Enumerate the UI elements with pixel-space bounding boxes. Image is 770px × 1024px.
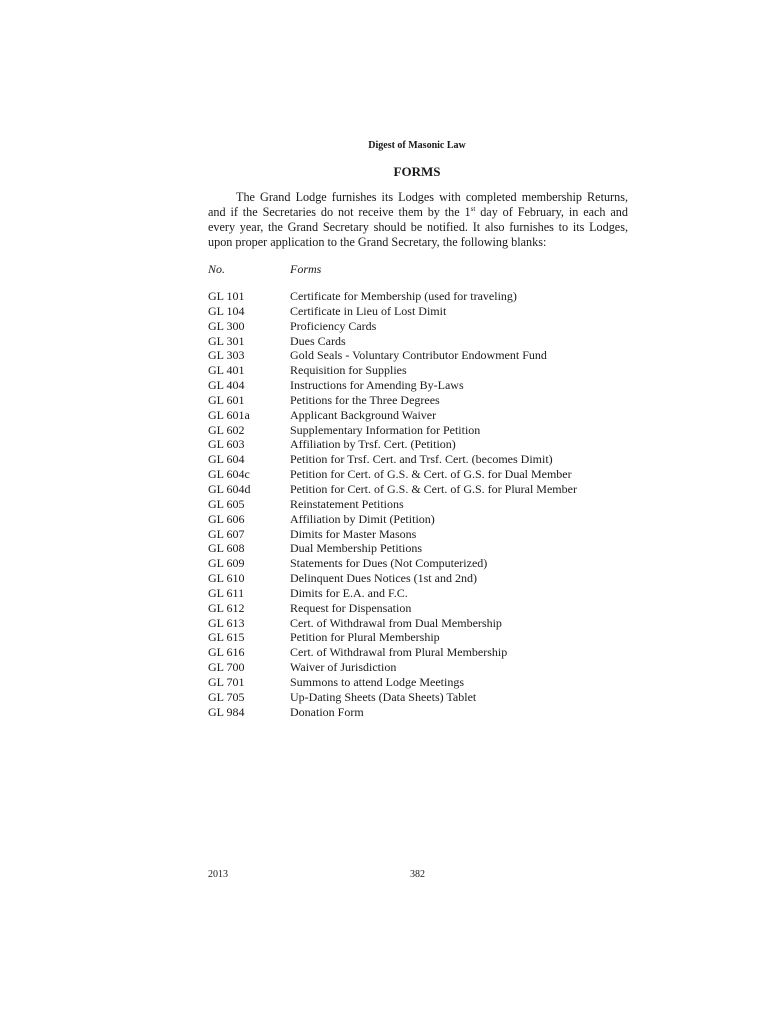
page-title: FORMS xyxy=(393,164,441,179)
list-item xyxy=(208,586,577,601)
form-code: GL 611 xyxy=(208,585,245,600)
form-name: Statements for Dues (Not Computerized) xyxy=(290,556,488,571)
form-name: Petition for Cert. of G.S. & Cert. of G.S. for Dual Member xyxy=(290,467,572,482)
form-code: GL 705 xyxy=(208,689,245,704)
form-name: Dimits for Master Masons xyxy=(290,526,417,541)
intro-line-3: every year, the Grand Secretary should be notified. It also furnishes to its Lodges, xyxy=(208,220,628,234)
form-name: Affiliation by Trsf. Cert. (Petition) xyxy=(290,437,456,452)
list-item xyxy=(208,630,577,645)
form-code: GL 404 xyxy=(208,378,245,393)
form-name: Reinstatement Petitions xyxy=(290,496,404,511)
form-code: GL 104 xyxy=(208,303,245,318)
list-item xyxy=(208,289,577,304)
list-item xyxy=(208,319,577,334)
intro-line-2-pre: and if the Secretaries do not receive them by the 1 xyxy=(208,205,471,219)
list-item xyxy=(208,408,577,423)
list-item xyxy=(208,616,577,631)
list-item xyxy=(208,690,577,705)
list-item xyxy=(208,705,577,720)
running-head: Digest of Masonic Law xyxy=(368,140,466,151)
list-item xyxy=(208,304,577,319)
form-code: GL 303 xyxy=(208,348,245,363)
list-item xyxy=(208,556,577,571)
form-code: GL 607 xyxy=(208,526,245,541)
list-item xyxy=(208,512,577,527)
form-code: GL 604 xyxy=(208,452,245,467)
list-item xyxy=(208,482,577,497)
form-code: GL 603 xyxy=(208,437,245,452)
list-item xyxy=(208,378,577,393)
list-item xyxy=(208,393,577,408)
form-name: Up-Dating Sheets (Data Sheets) Tablet xyxy=(290,689,477,704)
form-code: GL 601 xyxy=(208,392,245,407)
form-name: Delinquent Dues Notices (1st and 2nd) xyxy=(290,571,477,586)
form-code: GL 604c xyxy=(208,467,250,482)
intro-line-1: The Grand Lodge furnishes its Lodges with completed membership Returns, xyxy=(236,190,628,204)
list-item xyxy=(208,541,577,556)
form-name: Certificate for Membership (used for traveling) xyxy=(290,289,517,303)
list-item xyxy=(208,497,577,512)
ordinal-suffix: st xyxy=(470,204,476,213)
form-name: Petition for Trsf. Cert. and Trsf. Cert. (becomes Dimit) xyxy=(290,452,553,467)
form-name: Waiver of Jurisdiction xyxy=(290,660,397,675)
column-header-no: No. xyxy=(208,262,226,276)
footer-year: 2013 xyxy=(208,869,228,880)
form-name: Dues Cards xyxy=(290,333,346,348)
form-code: GL 612 xyxy=(208,600,245,615)
form-code: GL 613 xyxy=(208,615,245,630)
list-item xyxy=(208,334,577,349)
form-code: GL 604d xyxy=(208,481,251,496)
intro-line-4: upon proper application to the Grand Secretary, the following blanks: xyxy=(208,235,547,249)
form-name: Dual Membership Petitions xyxy=(290,541,422,556)
list-item xyxy=(208,437,577,452)
form-name: Affiliation by Dimit (Petition) xyxy=(290,511,435,526)
intro-line-2 xyxy=(208,205,628,220)
form-code: GL 301 xyxy=(208,333,245,348)
form-code: GL 401 xyxy=(208,363,245,378)
page-number: 382 xyxy=(410,869,425,880)
form-name: Request for Dispensation xyxy=(290,600,412,615)
form-code: GL 601a xyxy=(208,407,250,422)
form-code: GL 300 xyxy=(208,318,245,333)
form-name: Requisition for Supplies xyxy=(290,363,407,378)
list-item xyxy=(208,452,577,467)
column-header-forms: Forms xyxy=(290,262,322,276)
list-item xyxy=(208,675,577,690)
list-item xyxy=(208,527,577,542)
form-code: GL 615 xyxy=(208,630,245,645)
form-name: Instructions for Amending By-Laws xyxy=(290,378,464,393)
form-name: Cert. of Withdrawal from Plural Membership xyxy=(290,645,508,660)
form-code: GL 616 xyxy=(208,645,245,660)
list-item xyxy=(208,348,577,363)
form-code: GL 701 xyxy=(208,674,245,689)
form-name: Dimits for E.A. and F.C. xyxy=(290,585,408,600)
intro-paragraph xyxy=(208,190,628,250)
form-code: GL 602 xyxy=(208,422,245,437)
form-name: Donation Form xyxy=(290,704,364,719)
form-name: Supplementary Information for Petition xyxy=(290,422,481,437)
list-item xyxy=(208,423,577,438)
form-code: GL 101 xyxy=(208,289,245,303)
form-name: Applicant Background Waiver xyxy=(290,407,437,422)
form-code: GL 609 xyxy=(208,556,245,571)
form-code: GL 608 xyxy=(208,541,245,556)
list-item xyxy=(208,645,577,660)
form-name: Petitions for the Three Degrees xyxy=(290,392,440,407)
form-name: Certificate in Lieu of Lost Dimit xyxy=(290,303,447,318)
list-item xyxy=(208,363,577,378)
intro-line-2-post: day of February, in each and xyxy=(475,205,628,219)
form-name: Proficiency Cards xyxy=(290,318,377,333)
form-code: GL 606 xyxy=(208,511,245,526)
forms-list xyxy=(208,289,577,719)
form-name: Gold Seals - Voluntary Contributor Endowment Fund xyxy=(290,348,547,363)
form-code: GL 700 xyxy=(208,660,245,675)
form-name: Petition for Plural Membership xyxy=(290,630,440,645)
form-code: GL 605 xyxy=(208,496,245,511)
form-name: Petition for Cert. of G.S. & Cert. of G.S. for Plural Member xyxy=(290,481,577,496)
list-item xyxy=(208,571,577,586)
form-code: GL 984 xyxy=(208,704,245,719)
list-item xyxy=(208,660,577,675)
form-code: GL 610 xyxy=(208,571,245,586)
list-item xyxy=(208,601,577,616)
list-item xyxy=(208,467,577,482)
form-name: Cert. of Withdrawal from Dual Membership xyxy=(290,615,502,630)
form-name: Summons to attend Lodge Meetings xyxy=(290,674,464,689)
